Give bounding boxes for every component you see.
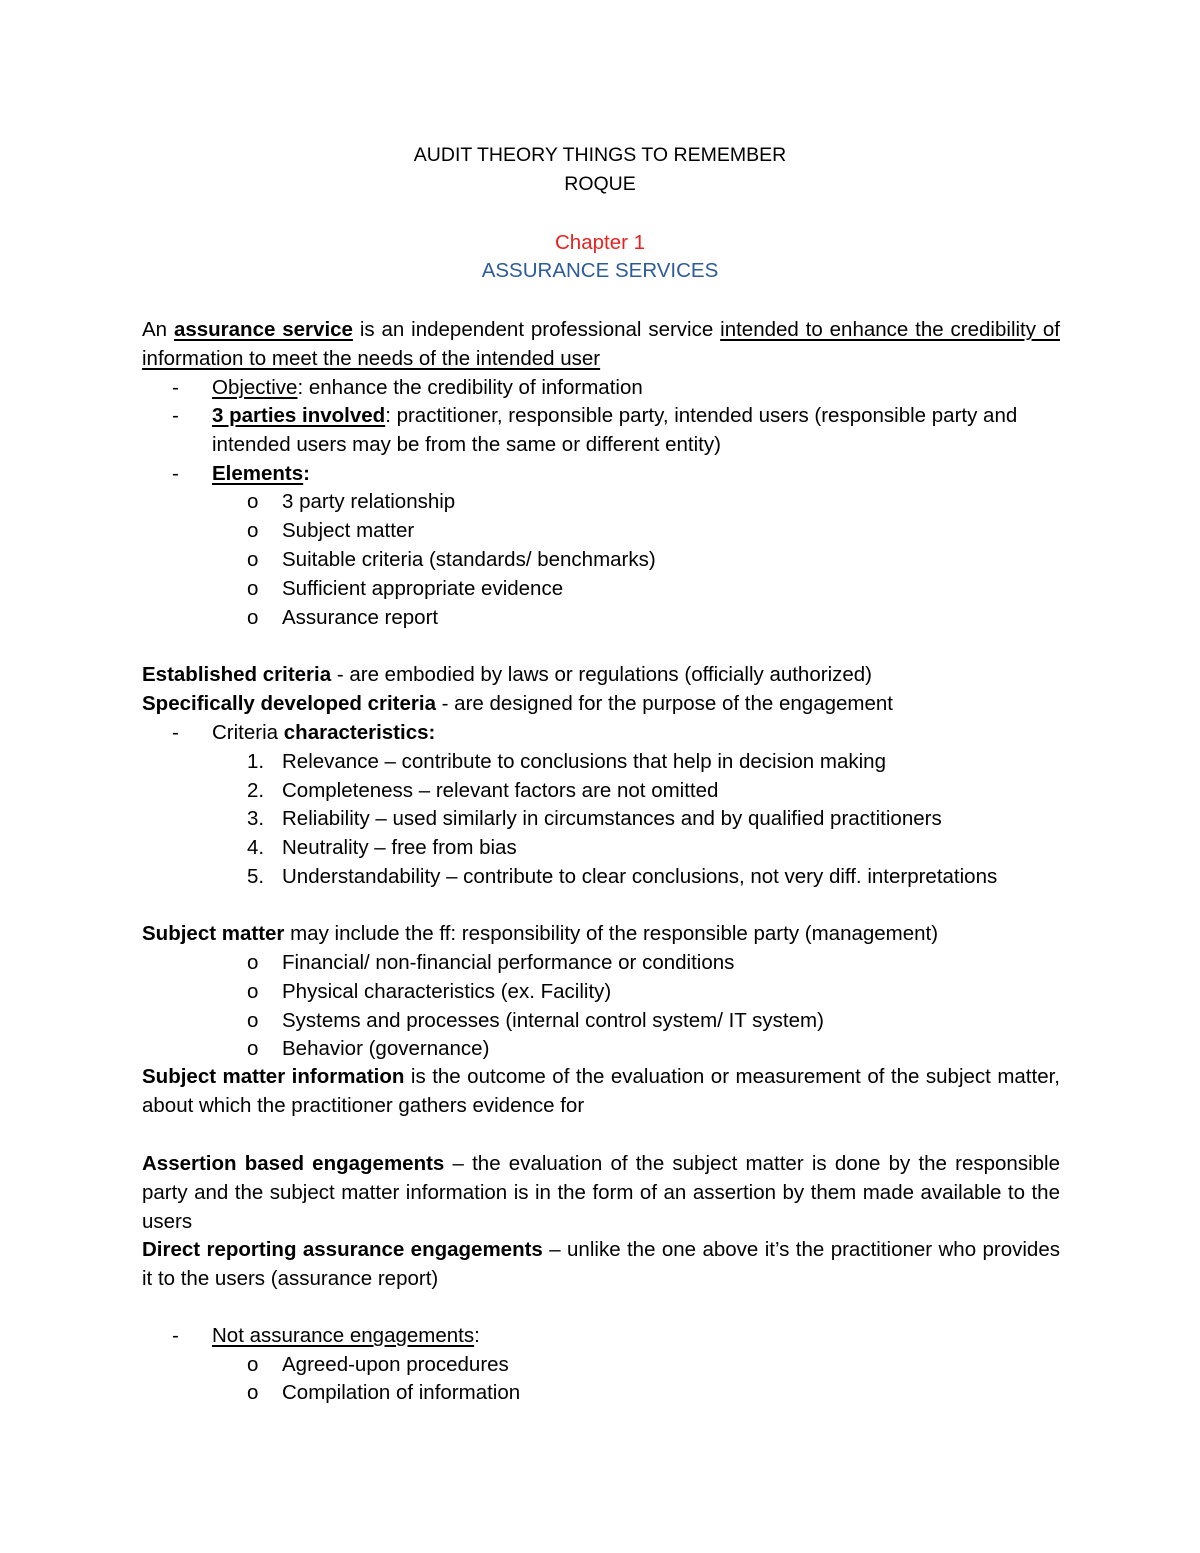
subject-matter-item: o Systems and processes (internal control system/ IT system) xyxy=(247,1006,1060,1035)
list-number: 3. xyxy=(247,807,265,830)
dash-marker: - xyxy=(172,462,179,485)
subject-matter-line xyxy=(142,919,1060,948)
established-criteria-line xyxy=(142,660,1060,689)
chapter-number: Chapter 1 xyxy=(554,231,646,254)
dash-marker: - xyxy=(172,1324,179,1347)
direct-reporting-label: Direct reporting assurance engagements xyxy=(142,1238,543,1261)
direct-reporting-text: – unlike the one above it’s the practitioner who provides it to the users (assurance report) xyxy=(142,1238,1060,1290)
assertion-based-text: – the evaluation of the subject matter is done by the responsible party and the subject matter information is in the form of an assertion by them made available to the users xyxy=(142,1152,1060,1233)
elements-label: Elements xyxy=(212,462,304,485)
subject-matter-item: o Physical characteristics (ex. Facility) xyxy=(247,977,1060,1006)
characteristic-item: 5. Understandability – contribute to clear conclusions, not very diff. interpretations xyxy=(247,862,1060,891)
intro-paragraph xyxy=(142,315,1060,373)
chapter-title: ASSURANCE SERVICES xyxy=(481,259,719,282)
dash-marker: - xyxy=(172,404,179,427)
circle-bullet-icon: o xyxy=(247,519,259,542)
circle-bullet-icon: o xyxy=(247,1381,259,1404)
subject-matter-label: Subject matter xyxy=(142,922,285,945)
subject-matter-item: o Behavior (governance) xyxy=(247,1034,1060,1063)
subject-matter-info-text: is the outcome of the evaluation or measurement of the subject matter, about which the practitioner gathers evidence for xyxy=(142,1065,1060,1117)
element-item: o 3 party relationship xyxy=(247,487,1060,516)
circle-bullet-icon: o xyxy=(247,1009,259,1032)
parties-label: 3 parties involved xyxy=(212,404,386,427)
elements-colon: : xyxy=(303,462,310,485)
intro-text-middle: is an independent professional service xyxy=(352,318,721,341)
specific-criteria-line xyxy=(142,689,1060,718)
elements-bullet xyxy=(172,459,1060,488)
characteristic-item: 2. Completeness – relevant factors are not omitted xyxy=(247,776,1060,805)
document-title: AUDIT THEORY THINGS TO REMEMBER xyxy=(413,144,787,166)
element-item: o Suitable criteria (standards/ benchmarks) xyxy=(247,545,1060,574)
criteria-char-label: characteristics: xyxy=(283,721,436,744)
not-assurance-bullet xyxy=(172,1321,1060,1350)
objective-label: Objective xyxy=(212,376,298,399)
not-assurance-item: o Agreed-upon procedures xyxy=(247,1350,1060,1379)
objective-bullet xyxy=(172,373,1060,402)
not-assurance-item: o Compilation of information xyxy=(247,1378,1060,1407)
parties-bullet xyxy=(172,401,1060,459)
list-number: 5. xyxy=(247,865,265,888)
subject-matter-text: may include the ff: responsibility of the responsible party (management) xyxy=(284,922,939,945)
circle-bullet-icon: o xyxy=(247,548,259,571)
direct-reporting-paragraph xyxy=(142,1235,1060,1293)
objective-text: : enhance the credibility of information xyxy=(297,376,643,399)
intro-underlined-definition: intended to enhance the credibility of information to meet the needs of the intended user xyxy=(142,318,1060,370)
element-item: o Subject matter xyxy=(247,516,1060,545)
circle-bullet-icon: o xyxy=(247,980,259,1003)
criteria-characteristics-bullet xyxy=(172,718,1060,747)
subject-matter-info-label: Subject matter information xyxy=(142,1065,405,1088)
specific-criteria-text: - are designed for the purpose of the engagement xyxy=(435,692,893,715)
dash-marker: - xyxy=(172,721,179,744)
document-author: ROQUE xyxy=(564,173,636,195)
list-number: 1. xyxy=(247,750,265,773)
characteristic-item: 1. Relevance – contribute to conclusions that help in decision making xyxy=(247,747,1060,776)
assertion-based-paragraph xyxy=(142,1149,1060,1236)
parties-text: : practitioner, responsible party, intended users (responsible party and intended users may be from the same or different entity) xyxy=(212,404,1018,456)
list-number: 4. xyxy=(247,836,265,859)
established-criteria-label: Established criteria xyxy=(142,663,332,686)
circle-bullet-icon: o xyxy=(247,1353,259,1376)
subject-matter-item: o Financial/ non-financial performance or conditions xyxy=(247,948,1060,977)
subject-matter-info-paragraph xyxy=(142,1062,1060,1120)
established-criteria-text: - are embodied by laws or regulations (officially authorized) xyxy=(331,663,872,686)
characteristic-item: 3. Reliability – used similarly in circumstances and by qualified practitioners xyxy=(247,804,1060,833)
circle-bullet-icon: o xyxy=(247,577,259,600)
circle-bullet-icon: o xyxy=(247,1037,259,1060)
circle-bullet-icon: o xyxy=(247,490,259,513)
intro-text-start: An xyxy=(142,318,174,341)
list-number: 2. xyxy=(247,779,265,802)
element-item: o Assurance report xyxy=(247,603,1060,632)
not-assurance-label: Not assurance engagements xyxy=(212,1324,475,1347)
element-item: o Sufficient appropriate evidence xyxy=(247,574,1060,603)
circle-bullet-icon: o xyxy=(247,951,259,974)
assertion-based-label: Assertion based engagements xyxy=(142,1152,445,1175)
circle-bullet-icon: o xyxy=(247,606,259,629)
not-assurance-colon: : xyxy=(474,1324,480,1347)
specific-criteria-label: Specifically developed criteria xyxy=(142,692,436,715)
criteria-char-prefix: Criteria xyxy=(212,721,284,744)
characteristic-item: 4. Neutrality – free from bias xyxy=(247,833,1060,862)
assurance-service-term: assurance service xyxy=(173,318,353,341)
dash-marker: - xyxy=(172,376,179,399)
